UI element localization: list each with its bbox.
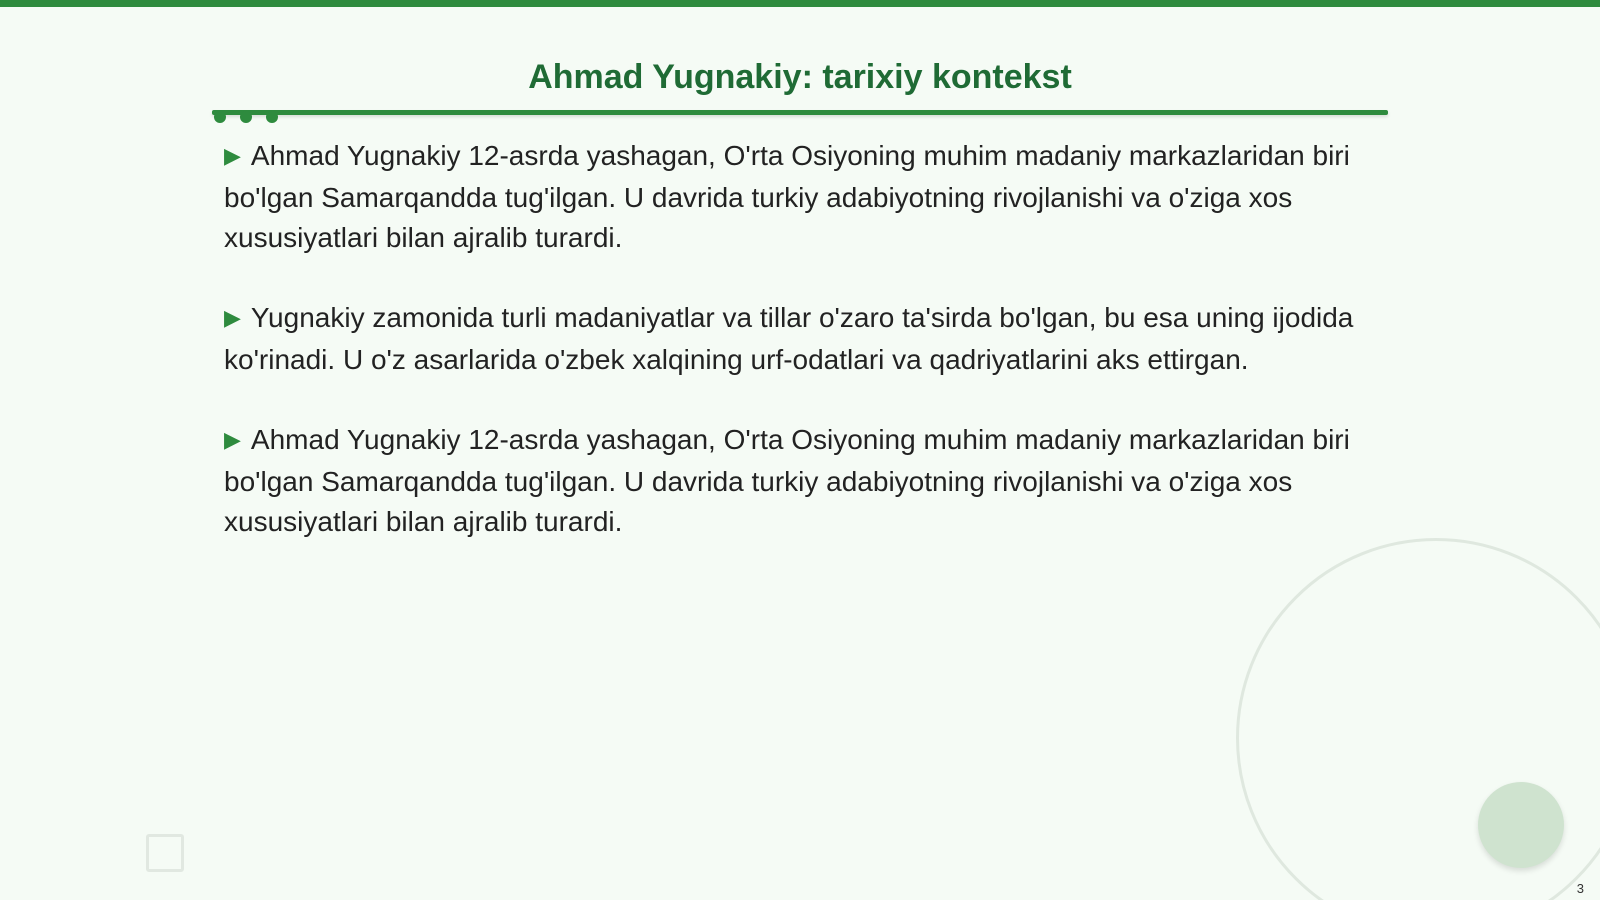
bullet-text: Ahmad Yugnakiy 12-asrda yashagan, O'rta Osiyoning muhim madaniy markazlaridan biri bo'lgan Samarqandda tug'ilgan. U davrida turkiy adabiyotning rivojlanishi va o'ziga xos xususiyatlari bilan ajralib turardi.: [224, 140, 1350, 253]
triangle-bullet-icon: ▶: [224, 427, 241, 452]
triangle-bullet-icon: ▶: [224, 305, 241, 330]
decorative-square-outline: [146, 834, 184, 872]
page-number: 3: [1576, 881, 1584, 896]
bullet-item: [224, 298, 1374, 380]
bullet-text: Yugnakiy zamonida turli madaniyatlar va tillar o'zaro ta'sirda bo'lgan, bu esa uning ijodida ko'rinadi. U o'z asarlarida o'zbek xalqining urf-odatlari va qadriyatlarini aks ettirgan.: [224, 302, 1354, 375]
slide-title: Ahmad Yugnakiy: tarixiy kontekst: [528, 58, 1072, 96]
underline-dot: [214, 111, 226, 123]
top-accent-bar: [0, 0, 1600, 7]
bullet-text: Ahmad Yugnakiy 12-asrda yashagan, O'rta Osiyoning muhim madaniy markazlaridan biri bo'lgan Samarqandda tug'ilgan. U davrida turkiy adabiyotning rivojlanishi va o'ziga xos xususiyatlari bilan ajralib turardi.: [224, 424, 1350, 537]
bullet-item: [224, 136, 1374, 258]
underline-dot: [266, 111, 278, 123]
underline-dot: [240, 111, 252, 123]
decorative-circle-filled: [1478, 782, 1564, 868]
title-underline: [212, 110, 1388, 115]
triangle-bullet-icon: ▶: [224, 143, 241, 168]
bullet-list: [224, 136, 1374, 582]
bullet-item: [224, 420, 1374, 542]
